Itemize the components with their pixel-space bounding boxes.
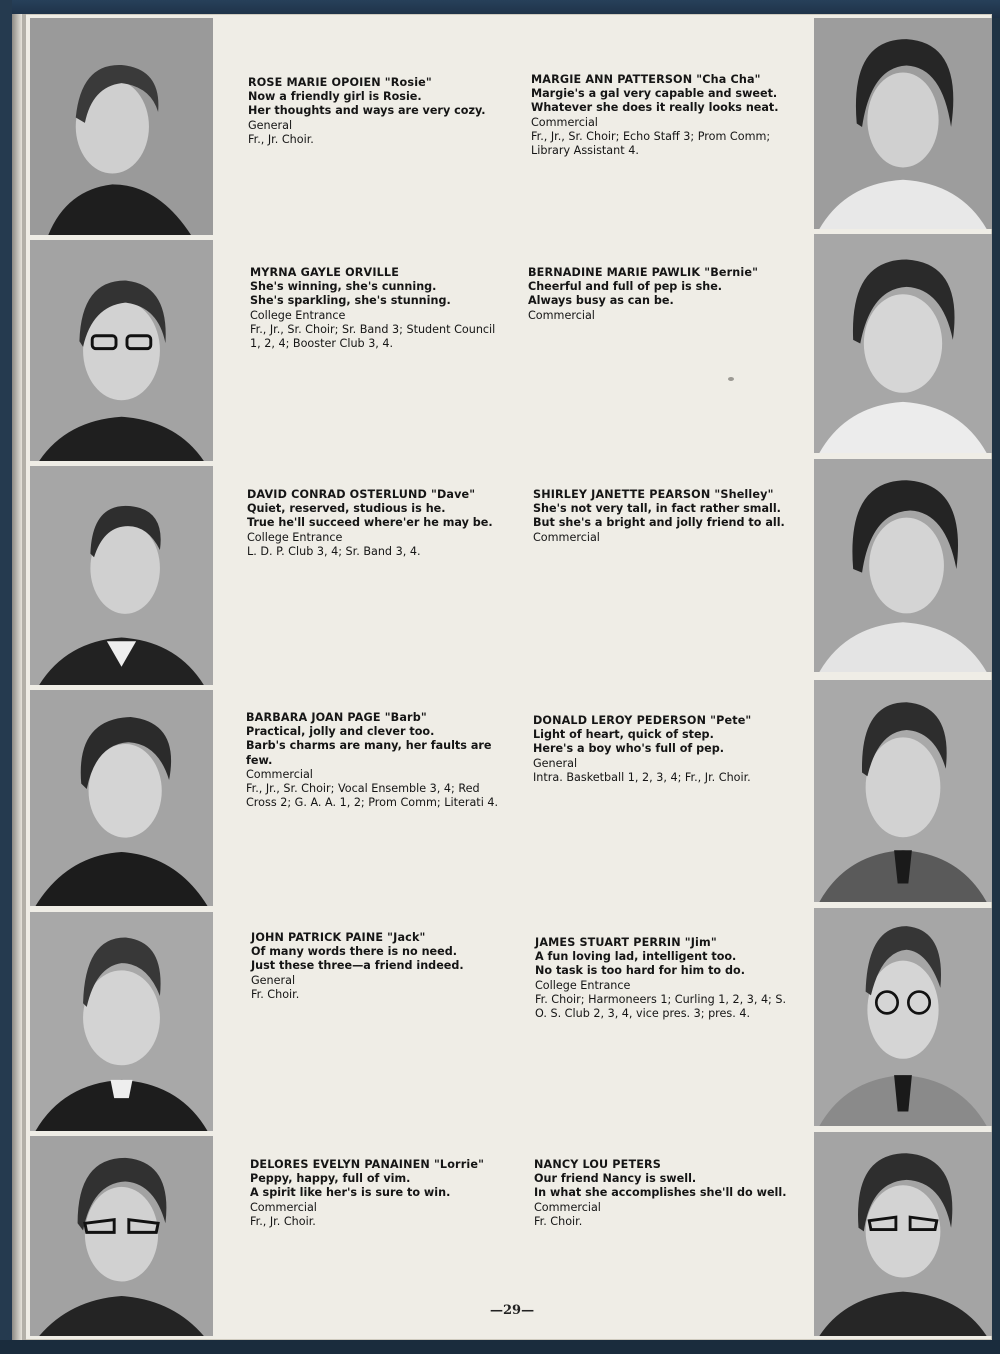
student-activities: Intra. Basketball 1, 2, 3, 4; Fr., Jr. Choir. [533, 770, 751, 784]
student-name: MARGIE ANN PATTERSON "Cha Cha" [531, 73, 761, 86]
student-course: College Entrance [535, 978, 631, 992]
senior-entry-right-1 [531, 73, 786, 158]
student-name: JAMES STUART PERRIN "Jim" [535, 936, 717, 949]
senior-entry-left-6 [250, 1158, 515, 1229]
paper-speck [728, 377, 734, 381]
student-name: ROSE MARIE OPOIEN "Rosie" [248, 76, 432, 89]
student-name: BERNADINE MARIE PAWLIK "Bernie" [528, 266, 759, 279]
portrait-photo-left-1 [30, 18, 213, 235]
student-course: College Entrance [247, 530, 343, 544]
portrait-photo-right-2 [814, 234, 992, 453]
student-course: Commercial [531, 115, 598, 129]
student-activities: Fr., Jr. Choir. [250, 1214, 316, 1228]
student-verse: Peppy, happy, full of vim. A spirit like her's is sure to win. [250, 1172, 451, 1200]
student-activities: Fr., Jr., Sr. Choir; Sr. Band 3; Student Council 1, 2, 4; Booster Club 3, 4. [250, 322, 496, 351]
page-gutter [12, 14, 22, 1340]
student-course: Commercial [534, 1200, 601, 1214]
senior-entry-left-5 [251, 931, 516, 1002]
student-course: Commercial [528, 308, 595, 322]
student-verse: Margie's a gal very capable and sweet. Whatever she does it really looks neat. [531, 87, 779, 115]
student-verse: Now a friendly girl is Rosie. Her thoughts and ways are very cozy. [248, 90, 486, 118]
senior-entry-right-5 [535, 936, 787, 1021]
student-activities: Fr., Jr. Choir. [248, 132, 314, 146]
student-course: Commercial [246, 767, 313, 781]
student-activities: Fr., Jr., Sr. Choir; Vocal Ensemble 3, 4; Red Cross 2; G. A. A. 1, 2; Prom Comm; Literati 4. [246, 782, 499, 810]
student-course: General [533, 756, 578, 770]
portrait-photo-left-3 [30, 466, 213, 685]
portrait-photo-right-3 [814, 459, 992, 672]
portrait-photo-left-2 [30, 240, 213, 461]
student-verse: A fun loving lad, intelligent too. No task is too hard for him to do. [535, 950, 745, 978]
student-verse: She's not very tall, in fact rather small. But she's a bright and jolly friend to all. [533, 502, 785, 530]
student-verse: Our friend Nancy is swell. In what she accomplishes she'll do well. [534, 1172, 787, 1200]
senior-entry-left-2 [250, 266, 506, 351]
student-verse: Practical, jolly and clever too. Barb's charms are many, her faults are few. [246, 725, 492, 767]
senior-entry-left-4 [246, 711, 502, 810]
student-activities: L. D. P. Club 3, 4; Sr. Band 3, 4. [247, 544, 421, 558]
senior-entry-left-1 [248, 76, 513, 147]
student-name: DONALD LEROY PEDERSON "Pete" [533, 714, 752, 727]
student-name: BARBARA JOAN PAGE "Barb" [246, 711, 427, 724]
binding-bottom-edge [0, 1340, 1000, 1354]
senior-entry-right-2 [528, 266, 793, 323]
student-name: DAVID CONRAD OSTERLUND "Dave" [247, 488, 476, 501]
student-verse: Of many words there is no need. Just these three—a friend indeed. [251, 945, 464, 973]
portrait-photo-right-1 [814, 18, 992, 229]
binding-left-edge [0, 0, 12, 1354]
student-course: General [251, 973, 296, 987]
student-activities: Fr. Choir; Harmoneers 1; Curling 1, 2, 3, 4; S. O. S. Club 2, 3, 4, vice pres. 3; pres. 4. [535, 992, 787, 1021]
student-course: Commercial [533, 530, 600, 544]
senior-entry-right-3 [533, 488, 795, 545]
senior-entry-left-3 [247, 488, 512, 559]
portrait-photo-left-5 [30, 912, 213, 1131]
previous-page-edge [22, 14, 26, 1340]
portrait-photo-left-4 [30, 690, 213, 906]
student-name: JOHN PATRICK PAINE "Jack" [251, 931, 426, 944]
portrait-photo-left-6 [30, 1136, 213, 1336]
student-verse: Quiet, reserved, studious is he. True he'll succeed where'er he may be. [247, 502, 493, 530]
student-activities: Fr., Jr., Sr. Choir; Echo Staff 3; Prom Comm; Library Assistant 4. [531, 129, 771, 158]
portrait-photo-right-6 [814, 1132, 992, 1336]
student-course: College Entrance [250, 308, 346, 322]
page-number: —29— [490, 1303, 535, 1318]
portrait-photo-right-4 [814, 680, 992, 902]
student-name: DELORES EVELYN PANAINEN "Lorrie" [250, 1158, 485, 1171]
student-course: General [248, 118, 293, 132]
senior-entry-right-4 [533, 714, 795, 785]
student-verse: Cheerful and full of pep is she. Always busy as can be. [528, 280, 723, 308]
portrait-photo-right-5 [814, 908, 992, 1126]
student-course: Commercial [250, 1200, 317, 1214]
student-verse: She's winning, she's cunning. She's sparkling, she's stunning. [250, 280, 451, 308]
student-name: NANCY LOU PETERS [534, 1158, 661, 1171]
student-name: SHIRLEY JANETTE PEARSON "Shelley" [533, 488, 774, 501]
student-activities: Fr. Choir. [534, 1214, 583, 1228]
student-verse: Light of heart, quick of step. Here's a boy who's full of pep. [533, 728, 725, 756]
student-activities: Fr. Choir. [251, 987, 300, 1001]
student-name: MYRNA GAYLE ORVILLE [250, 266, 399, 279]
senior-entry-right-6 [534, 1158, 799, 1229]
